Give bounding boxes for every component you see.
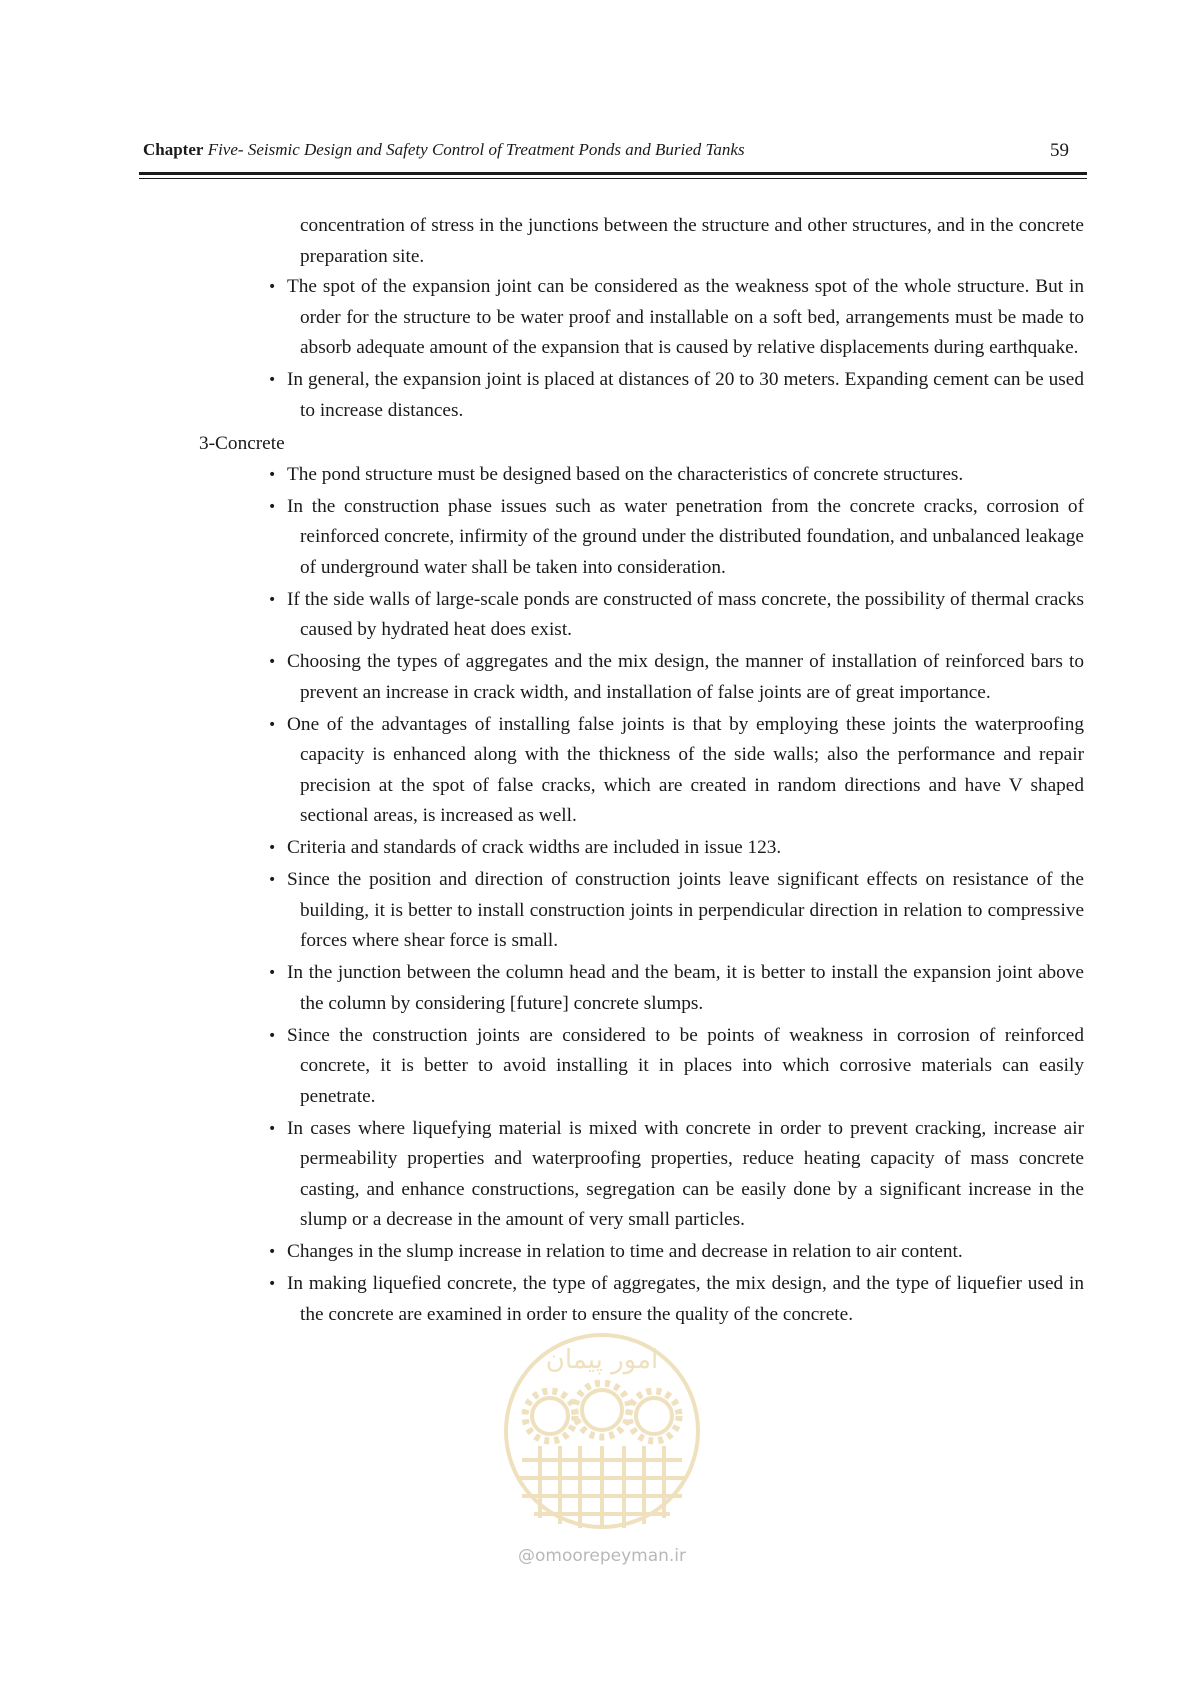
bullet-icon: • [268,372,277,388]
bullet-icon: • [268,1244,277,1260]
list-item-text: In the junction between the column head and the beam, it is better to install the expansion joint above the column by considering [future] concrete slumps. [287,962,1084,1014]
bullet-list-concrete [199,460,1084,1331]
bullet-icon: • [268,716,277,733]
list-item-text: In the construction phase issues such as water penetration from the concrete cracks, corrosion of reinforced concrete, infirmity of the ground under the distributed foundation, and unbalanced leakage of underground water shall be taken into consideration. [287,495,1084,578]
list-item [199,647,1084,708]
list-item-text: Since the construction joints are considered to be points of weakness in corrosion of reinforced concrete, it is better to avoid installing it in places into which corrosive materials can easily penetrate. [287,1024,1084,1107]
bullet-icon: • [268,654,277,670]
bullet-icon: • [268,1120,277,1137]
list-item [199,1114,1084,1236]
continuation-paragraph: concentration of stress in the junctions between the structure and other structures, and in the concrete preparation site. [300,215,1084,267]
bullet-icon: • [268,840,277,856]
list-item-text: One of the advantages of installing false joints is that by employing these joints the waterproofing capacity is enhanced along with the thickness of the side walls; also the performance and repair precision at the spot of false cracks, which are created in random directions and have V shaped sectional areas, is increased as well. [287,713,1084,826]
watermark-logo-icon [488,1318,716,1544]
list-item [199,1237,1084,1268]
list-item [199,865,1084,957]
list-item [199,272,1084,364]
bullet-icon: • [268,872,277,888]
section-heading: 3-Concrete [199,432,285,454]
list-item-text: The pond structure must be designed based on the characteristics of concrete structures. [287,463,964,485]
watermark [488,1318,716,1568]
bullet-icon: • [268,591,277,608]
list-item-text: The spot of the expansion joint can be considered as the weakness spot of the whole structure. But in order for the structure to be water proof and installable on a soft bed, arrangements must be made to absorb adequate amount of the expansion that is caused by relative displacements during earthquake. [287,276,1084,358]
bullet-icon: • [268,1276,277,1292]
bullet-list-top [199,272,1084,426]
list-item-text: In general, the expansion joint is placed at distances of 20 to 30 meters. Expanding cement can be used to increase distances. [287,369,1084,421]
list-item [199,1269,1084,1330]
bullet-icon: • [268,1027,277,1044]
list-item-text: Changes in the slump increase in relation to time and decrease in relation to air content. [287,1241,963,1262]
list-item-text: If the side walls of large-scale ponds are constructed of mass concrete, the possibility of thermal cracks caused by hydrated heat does exist. [287,588,1084,640]
list-item-text: Criteria and standards of crack widths are included in issue 123. [287,837,782,858]
bullet-icon: • [268,965,277,981]
list-item [199,585,1084,646]
list-item-text: In making liquefied concrete, the type of aggregates, the mix design, and the type of liquefier used in the concrete are examined in order to ensure the quality of the concrete. [287,1273,1084,1325]
bullet-icon: • [268,466,277,483]
list-item [199,365,1084,426]
running-header [143,140,1087,170]
header-chapter-word: Chapter [143,140,204,159]
list-item [199,710,1084,832]
page-body [199,211,1084,1332]
bullet-icon: • [268,279,277,295]
list-item-text: In cases where liquefying material is mixed with concrete in order to prevent cracking, increase air permeability properties and waterproofing properties, reduce heating capacity of mass concrete casting, and enhance constructions, segregation can be easily done by a significant increase in the slump or a decrease in the amount of very small particles. [287,1117,1084,1230]
list-item-text: Choosing the types of aggregates and the mix design, the manner of installation of reinforced bars to prevent an increase in crack width, and installation of false joints are of great importance. [287,651,1084,703]
header-chapter-title: Five- Seismic Design and Safety Control of Treatment Ponds and Buried Tanks [207,140,745,159]
list-item [199,1021,1084,1113]
watermark-caption: @omoorepeyman.ir [517,1546,687,1566]
page-number: 59 [1050,140,1069,161]
list-item [199,833,1084,864]
watermark-logo-text: امور پیمان [545,1345,659,1375]
bullet-icon: • [268,498,277,515]
list-item [199,460,1084,491]
list-item [199,958,1084,1019]
list-item-text: Since the position and direction of construction joints leave significant effects on resistance of the building, it is better to install construction joints in perpendicular direction in relation to compressive forces where shear force is small. [287,869,1084,951]
header-rule-thin [139,178,1087,179]
list-item [199,492,1084,584]
header-rule-thick [139,172,1087,175]
